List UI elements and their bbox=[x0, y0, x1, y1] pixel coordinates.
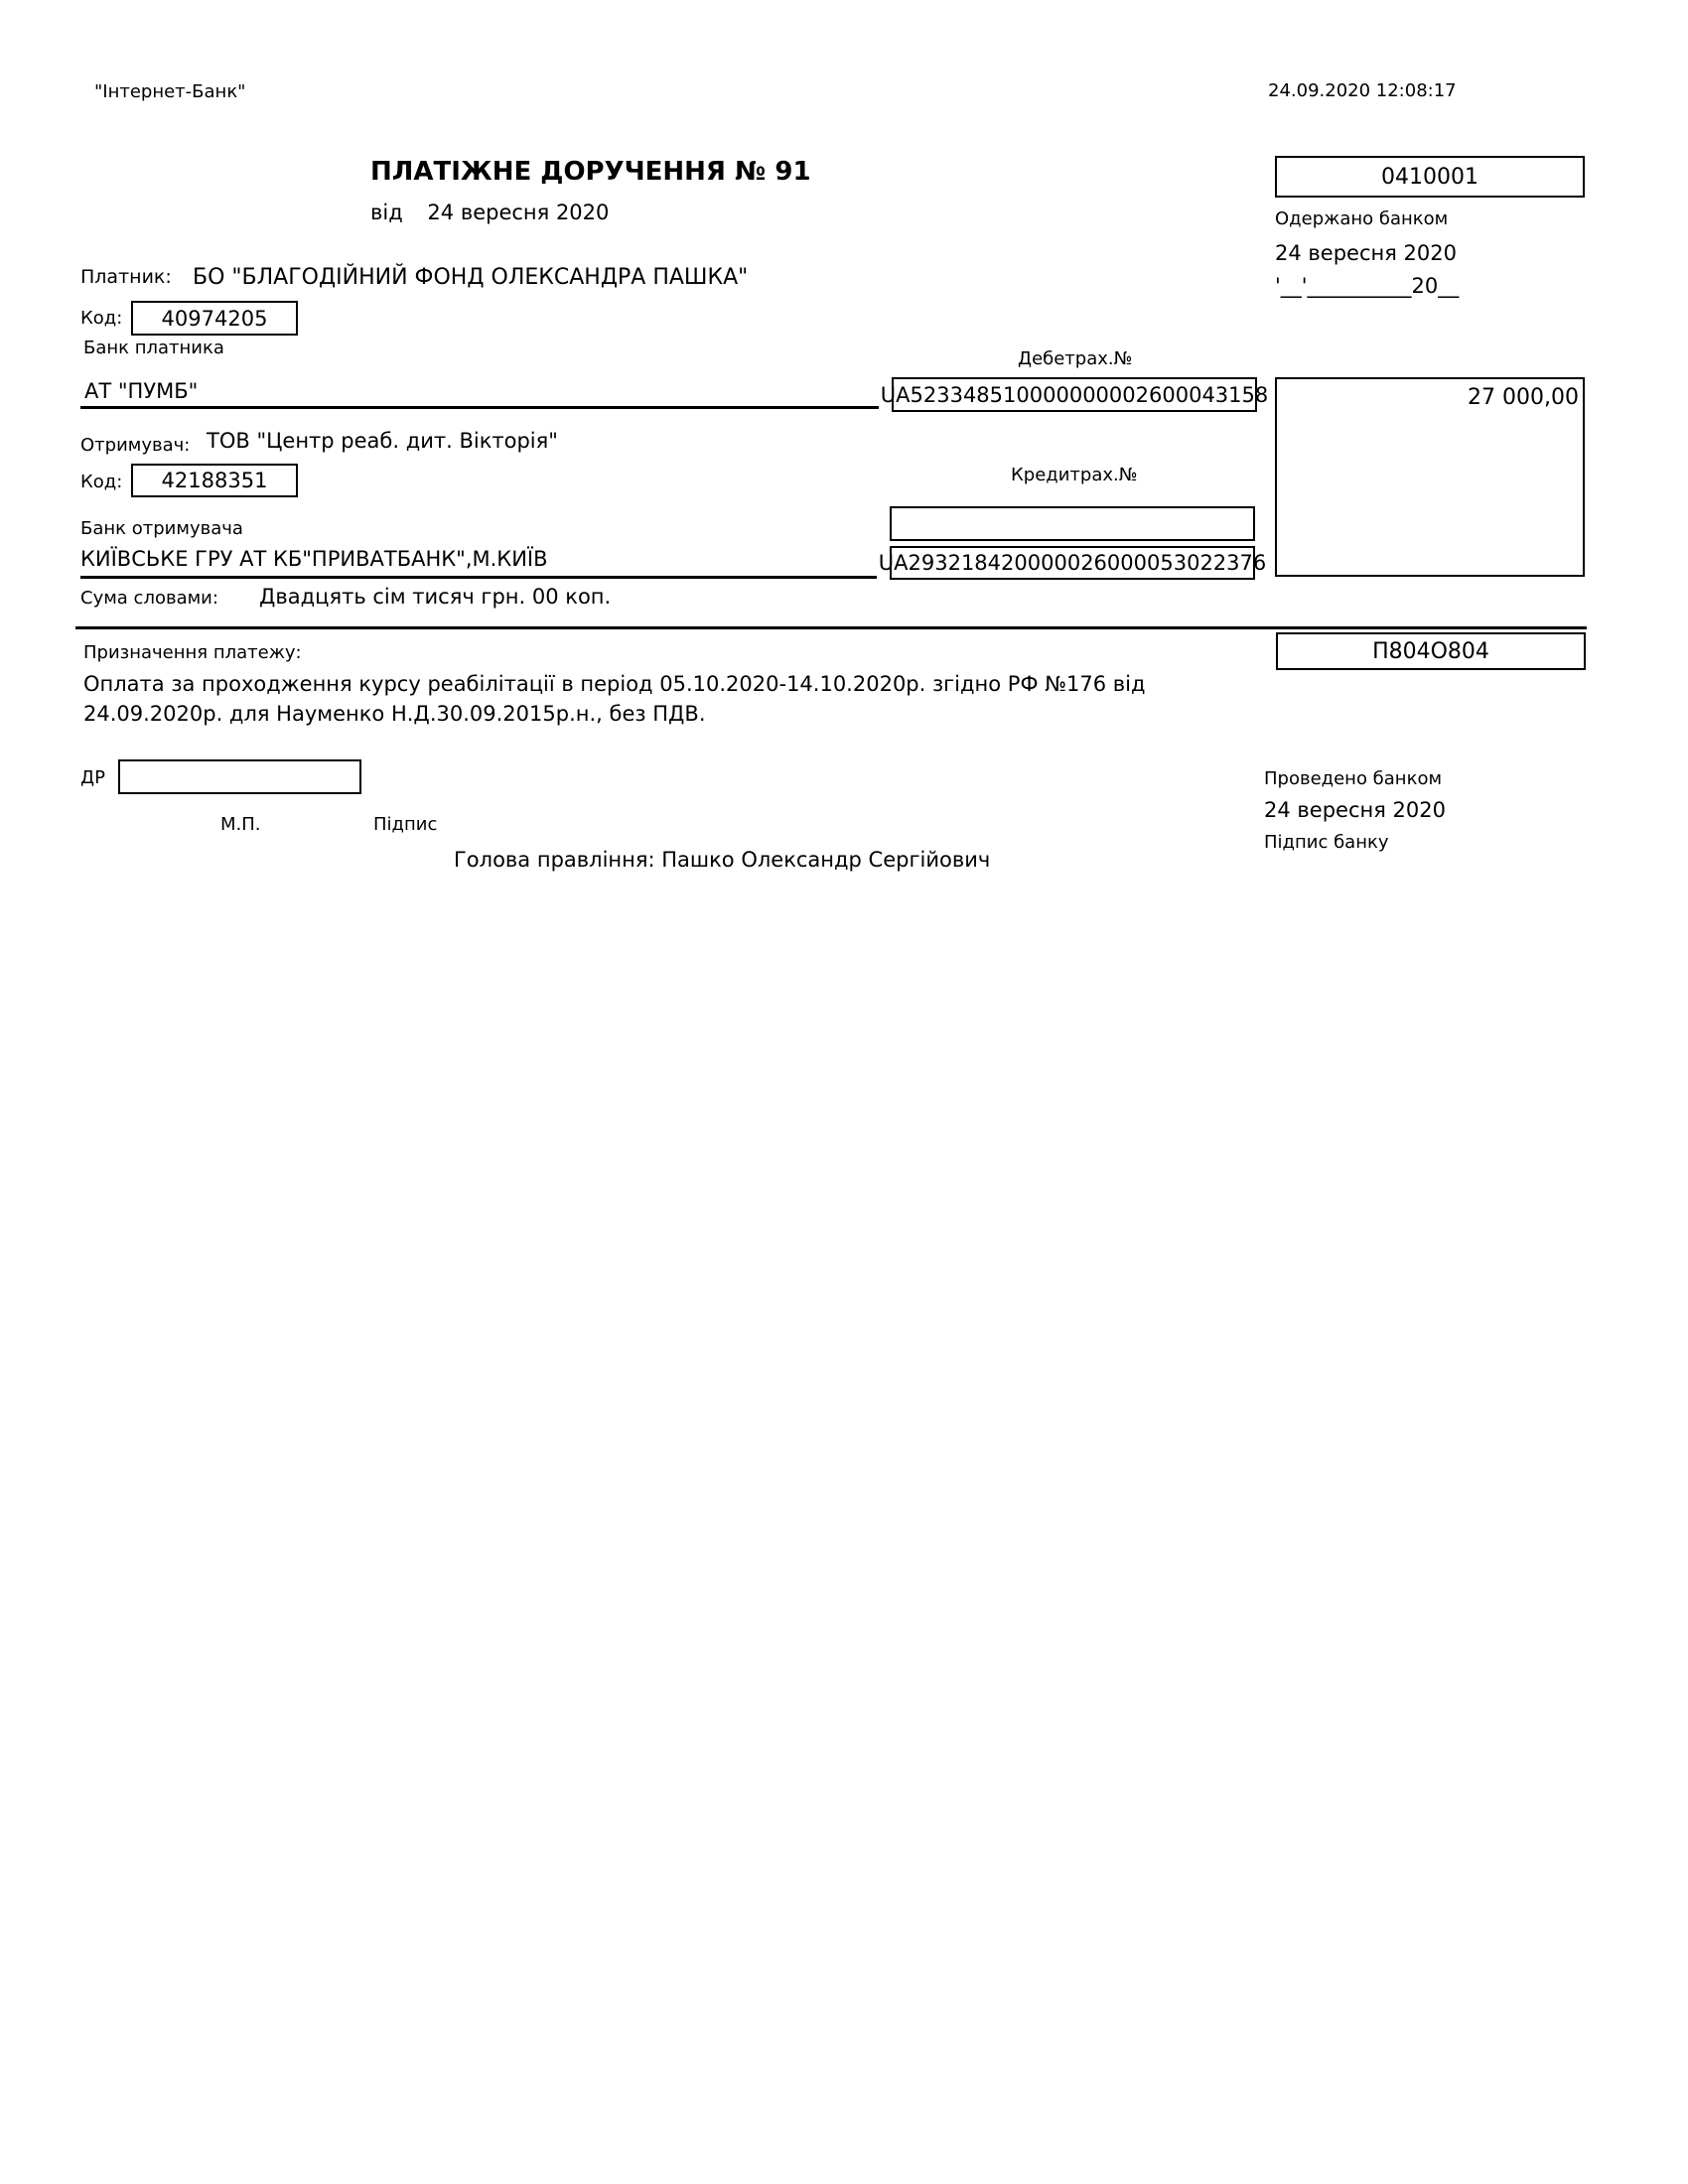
recipient-code: 42188351 bbox=[161, 469, 268, 492]
recipient-name: ТОВ "Центр реаб. дит. Вікторія" bbox=[207, 429, 558, 453]
dr-box bbox=[118, 759, 361, 794]
amount: 27 000,00 bbox=[1468, 385, 1579, 410]
payment-reference: П804О804 bbox=[1372, 638, 1489, 664]
payer-bank-underline bbox=[80, 406, 879, 409]
document-date: 24 вересня 2020 bbox=[427, 201, 610, 224]
recipient-bank-underline bbox=[80, 576, 877, 579]
document-date-line bbox=[370, 201, 609, 224]
reference-box bbox=[1276, 632, 1586, 670]
recipient-account: UA293218420000026000053022376 bbox=[878, 551, 1267, 575]
dr-label: ДР bbox=[80, 767, 105, 788]
processed-label: Проведено банком bbox=[1264, 768, 1443, 789]
payer-code-label: Код: bbox=[80, 308, 123, 329]
payer-bank-label: Банк платника bbox=[83, 338, 224, 358]
section-divider bbox=[75, 626, 1587, 629]
received-blank-date: '__'__________20__ bbox=[1275, 274, 1460, 298]
payer-label: Платник: bbox=[80, 266, 172, 288]
bank-sign-label: Підпис банку bbox=[1264, 832, 1389, 853]
document-title: ПЛАТІЖНЕ ДОРУЧЕННЯ № bbox=[370, 157, 767, 187]
payer-account: UA523348510000000002600043158 bbox=[880, 382, 1269, 407]
payer-name: БО "БЛАГОДІЙНИЙ ФОНД ОЛЕКСАНДРА ПАШКА" bbox=[193, 265, 749, 290]
payer-code: 40974205 bbox=[161, 306, 268, 331]
sum-words: Двадцять сім тисяч грн. 00 коп. bbox=[259, 585, 612, 609]
recipient-bank-label: Банк отримувача bbox=[80, 518, 243, 539]
sign-label: Підпис bbox=[373, 814, 438, 835]
recipient-code-label: Код: bbox=[80, 472, 123, 492]
credit-account-label: Кредитрах.№ bbox=[1011, 465, 1138, 485]
system-label: "Інтернет-Банк" bbox=[94, 81, 246, 102]
date-prefix: від bbox=[370, 201, 403, 224]
form-code-box bbox=[1275, 156, 1585, 198]
head-signature: Голова правління: Пашко Олександр Сергійович bbox=[454, 848, 991, 872]
recipient-label: Отримувач: bbox=[80, 435, 191, 456]
processed-date: 24 вересня 2020 bbox=[1264, 798, 1446, 822]
recipient-code-box bbox=[131, 464, 298, 497]
sum-words-label: Сума словами: bbox=[80, 588, 218, 609]
purpose-label: Призначення платежу: bbox=[83, 642, 302, 663]
recipient-bank: КИЇВСЬКЕ ГРУ АТ КБ"ПРИВАТБАНК",М.КИЇВ bbox=[80, 547, 548, 571]
payer-code-box bbox=[131, 301, 298, 336]
payer-bank: АТ "ПУМБ" bbox=[84, 379, 199, 403]
debit-account-label: Дебетрах.№ bbox=[1018, 348, 1133, 369]
payment-purpose: Оплата за проходження курсу реабілітації в період 05.10.2020-14.10.2020р. згідно РФ №176 від 24.09.2020р. для Науменко Н.Д.30.09.2015р.н., без ПДВ. bbox=[83, 672, 1146, 726]
amount-box bbox=[1275, 377, 1585, 577]
document-number: 91 bbox=[774, 157, 811, 187]
form-code: 0410001 bbox=[1381, 164, 1478, 190]
received-label: Одержано банком bbox=[1275, 208, 1449, 229]
page-title bbox=[370, 157, 811, 187]
credit-empty-box bbox=[890, 506, 1255, 541]
received-date: 24 вересня 2020 bbox=[1275, 241, 1457, 265]
timestamp: 24.09.2020 12:08:17 bbox=[1268, 80, 1457, 101]
payer-account-box bbox=[880, 377, 1269, 412]
recipient-account-box bbox=[878, 546, 1267, 580]
stamp-label: М.П. bbox=[220, 814, 261, 835]
